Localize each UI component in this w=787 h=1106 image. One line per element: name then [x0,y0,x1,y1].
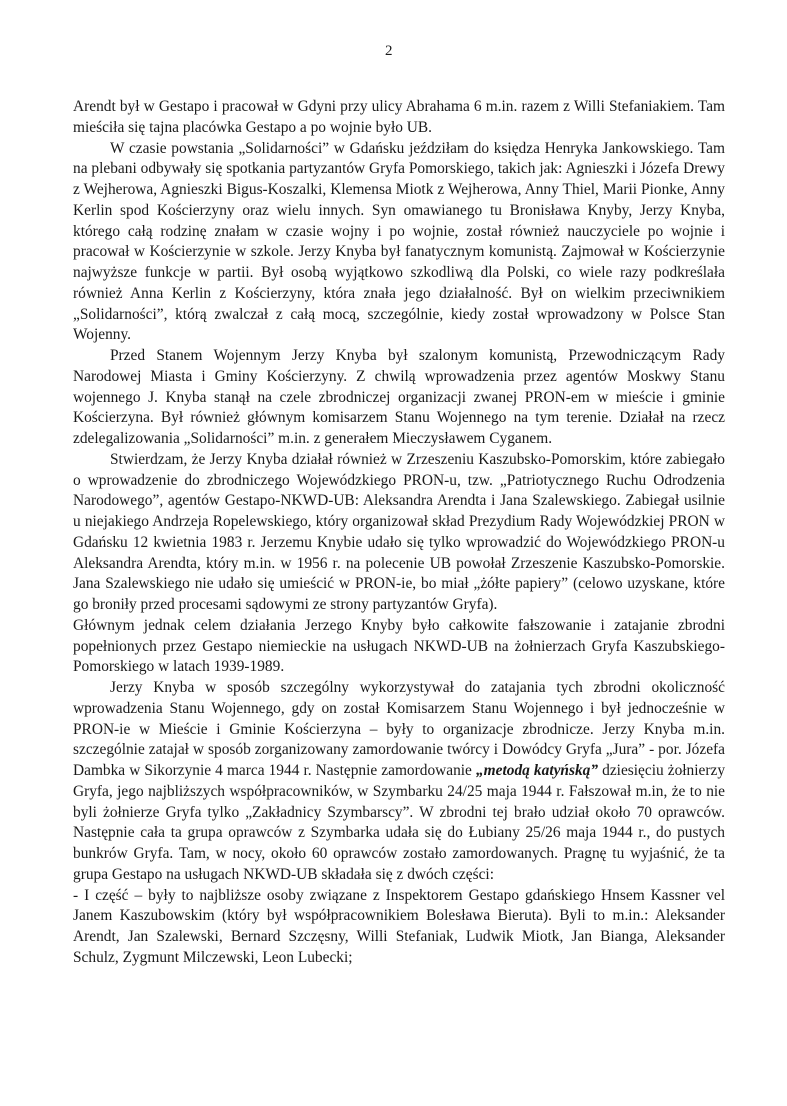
paragraph-1: Arendt był w Gestapo i pracował w Gdyni przy ulicy Abrahama 6 m.in. razem z Willi Stefaniakiem. Tam mieściła się tajna placówka Gestapo a po wojnie było UB. [73,98,725,136]
list-item-part-1: - I część – były to najbliższe osoby związane z Inspektorem Gestapo gdańskiego Hnsem Kassner vel Janem Kaszubowskim (który był współpracownikiem Bolesława Bieruta). Byli to m.in.: Aleksander Arendt, Jan Szalewski, Bernard Szczęsny, Willi Stefaniak, Ludwik Miotk, Jan Bianga, Aleksander Schulz, Zygmunt Milczewski, Leon Lubecki; [73,886,725,966]
paragraph-6 [73,678,725,886]
paragraph-3: Przed Stanem Wojennym Jerzy Knyba był szalonym komunistą, Przewodniczącym Rady Narodowej Miasta i Gminy Kościerzyny. Z chwilą wprowadzenia przez agentów Moskwy Stanu wojennego J. Knyba stanął na czele zbrodniczej organizacji zwanej PRON-em w mieście i gminie Kościerzyna. Był również głównym komisarzem Stanu Wojennego na tym terenie. Działał na rzecz zdelegalizowania „Solidarności” m.in. z generałem Mieczysławem Cyganem. [73,347,725,447]
page-number: 2 [385,43,393,59]
paragraph-6-emphasis: „metodą katyńską” [475,762,599,779]
document-body [73,97,725,969]
paragraph-6-text-after: dziesięciu żołnierzy Gryfa, jego najbliższych współpracowników, w Szymbarku 24/25 maja 1944 r. Fałszował m.in, że to nie byli żołnierze Gryfa tylko „Zakładnicy Szymbarscy”. W zbrodni tej brało udział około 70 oprawców. Następnie cała ta grupa oprawców z Szymbarka udała się do Łubiany 25/26 maja 1944 r., do pustych bunkrów Gryfa. Tam, w nocy, około 60 oprawców zostało zamordowanych. Pragnę tu wyjaśnić, że ta grupa Gestapo na usługach NKWD-UB składała się z dwóch części: [73,762,726,883]
paragraph-5: Głównym jednak celem działania Jerzego Knyby było całkowite fałszowanie i zatajanie zbrodni popełnionych przez Gestapo niemieckie na usługach NKWD-UB na żołnierzach Gryfa Kaszubskiego-Pomorskiego w latach 1939-1989. [73,616,725,676]
paragraph-2: W czasie powstania „Solidarności” w Gdańsku jeździłam do księdza Henryka Jankowskiego. Tam na plebani odbywały się spotkania partyzantów Gryfa Pomorskiego, takich jak: Agnieszki i Józefa Drewy z Wejherowa, Agnieszki Bigus-Koszalki, Klemensa Miotk z Wejherowa, Anny Thiel, Marii Pionke, Anny Kerlin spod Kościerzyny oraz wielu innych. Syn omawianego tu Bronisława Knyby, Jerzy Knyba, którego całą rodzinę znałam w czasie wojny i po wojnie, został również nauczyciele po wojnie i pracował w Kościerzynie w szkole. Jerzy Knyba był fanatycznym komunistą. Zajmował w Kościerzynie najwyższe funkcje w partii. Był osobą wyjątkowo szkodliwą dla Polski, co wiele razy podkreślała również Anna Kerlin z Kościerzyny, która znała jego działalność. Był on wielkim przeciwnikiem „Solidarności”, którą zwalczał z całą mocą, szczególnie, kiedy został wprowadzony w Polsce Stan Wojenny. [73,139,725,344]
paragraph-6-text-before: Jerzy Knyba w sposób szczególny wykorzystywał do zatajania tych zbrodni okoliczność wprowadzenia Stanu Wojennego, gdy on został Komisarzem Stanu Wojennego i był jednocześnie w PRON-ie w Mieście i Gminie Kościerzyna – były to organizacje zbrodnicze. Jerzy Knyba m.in. szczególnie zatajał w sposób zorganizowany zamordowanie twórcy i Dowódcy Gryfa „Jura” - por. Józefa Dambka w Sikorzynie 4 marca 1944 r. Następnie zamordowanie [73,679,725,779]
paragraph-4: Stwierdzam, że Jerzy Knyba działał również w Zrzeszeniu Kaszubsko-Pomorskim, które zabiegało o wprowadzenie do zbrodniczego Wojewódzkiego PRON-u, tzw. „Patriotycznego Ruchu Odrodzenia Narodowego”, agentów Gestapo-NKWD-UB: Aleksandra Arendta i Jana Szalewskiego. Zabiegał usilnie u niejakiego Andrzeja Ropelewskiego, który organizował skład Prezydium Rady Wojewódzkiej PRON w Gdańsku 12 kwietnia 1983 r. Jerzemu Knybie udało się tylko wprowadzić do Wojewódzkiego PRON-u Aleksandra Arendta, który m.in. w 1956 r. na polecenie UB powołał Zrzeszenie Kaszubsko-Pomorskie. Jana Szalewskiego nie udało się umieścić w PRON-ie, bo miał „żółte papiery” (celowo uzyskane, które go broniły przed procesami sądowymi ze strony partyzantów Gryfa). [73,450,725,613]
